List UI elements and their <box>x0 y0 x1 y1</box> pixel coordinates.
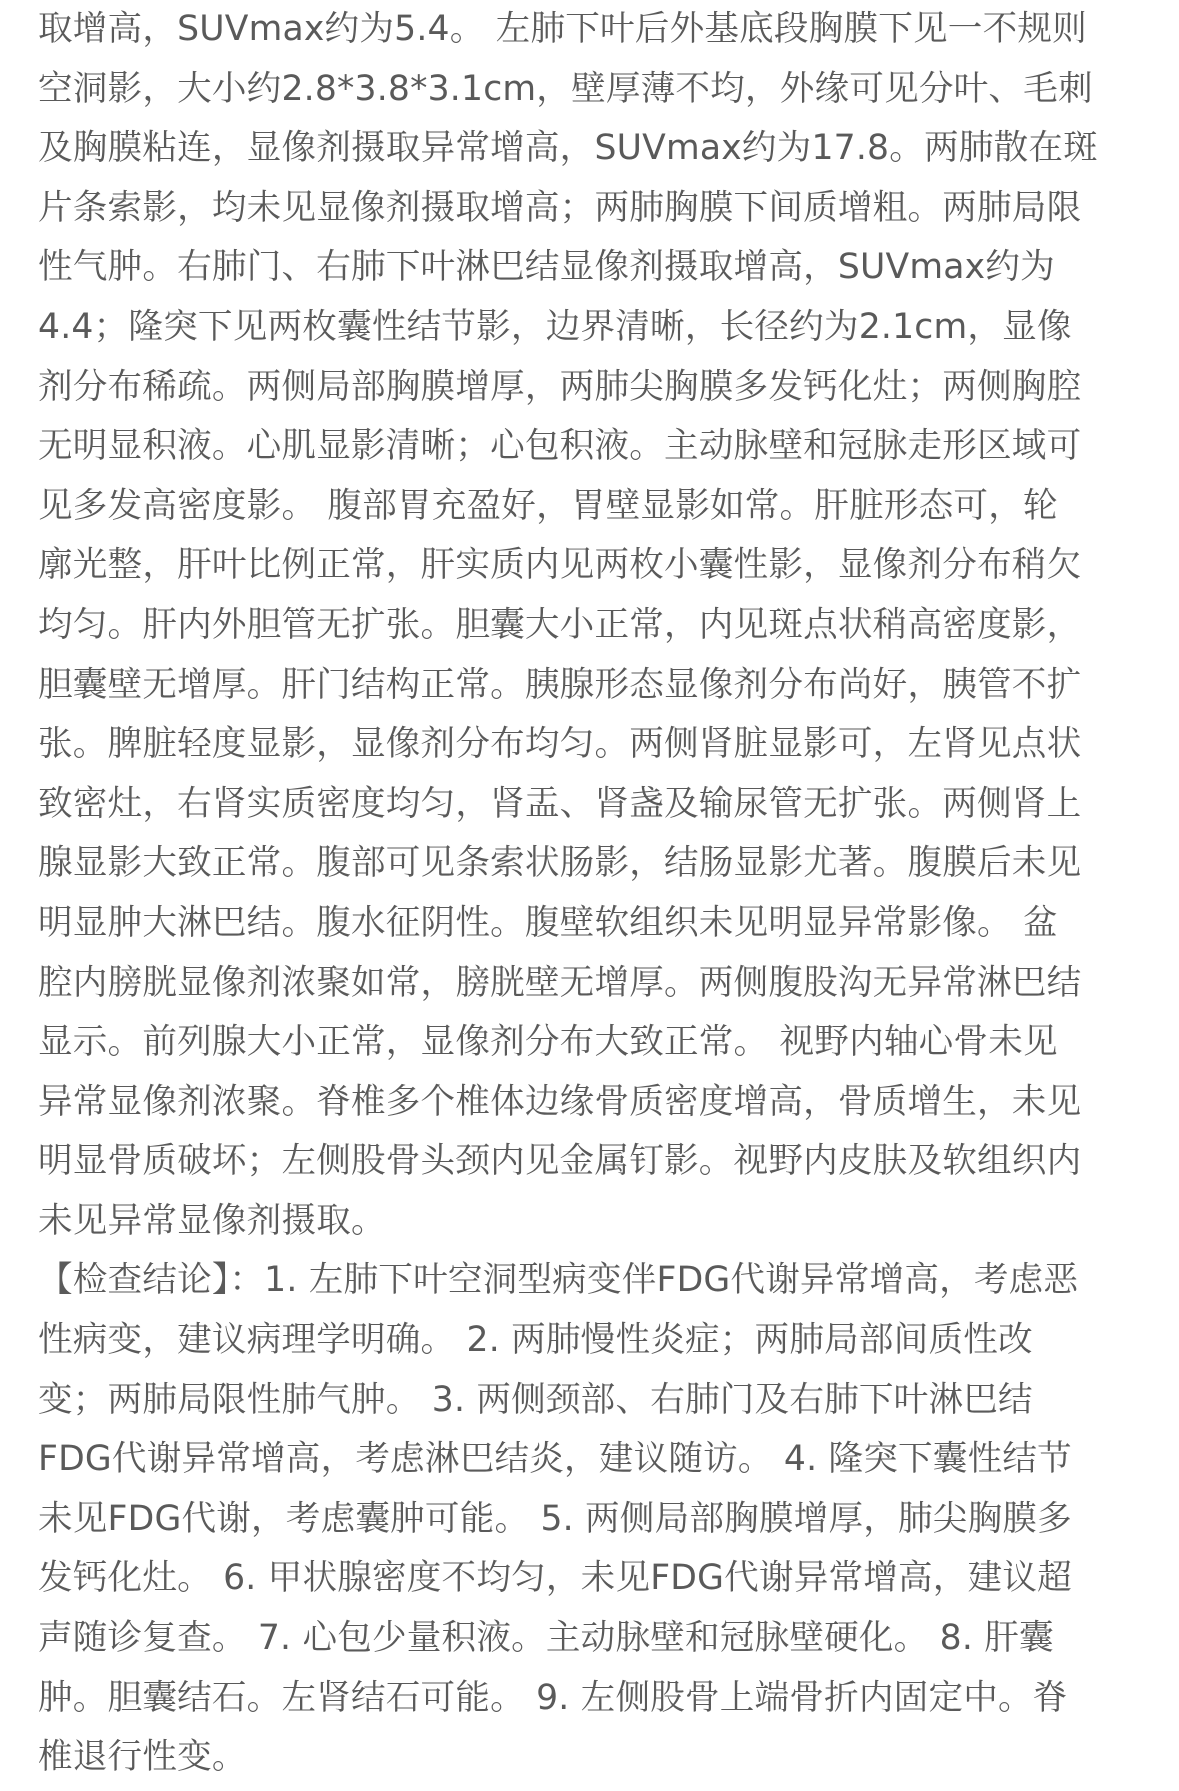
findings-text-line: 张。脾脏轻度显影，显像剂分布均匀。两侧肾脏显影可，左肾见点状 <box>38 724 1082 765</box>
findings-text-line: 均匀。肝内外胆管无扩张。胆囊大小正常，内见斑点状稍高密度影， <box>38 604 1082 645</box>
findings-text-line: 显示。前列腺大小正常，显像剂分布大致正常。 视野内轴心骨未见 <box>38 1022 1058 1063</box>
findings-text-line: 取增高，SUVmax约为5.4。 左肺下叶后外基底段胸膜下见一不规则 <box>38 9 1087 49</box>
findings-text-line: 明显骨质破坏；左侧股骨头颈内见金属钉影。视野内皮肤及软组织内 <box>38 1141 1082 1182</box>
findings-text-line: 剂分布稀疏。两侧局部胸膜增厚，两肺尖胸膜多发钙化灶；两侧胸腔 <box>38 366 1082 407</box>
findings-text-line: 及胸膜粘连，显像剂摄取异常增高，SUVmax约为17.8。两肺散在斑 <box>38 128 1098 169</box>
findings-text-line: 廓光整，肝叶比例正常，肝实质内见两枚小囊性影，显像剂分布稍欠 <box>38 545 1082 586</box>
findings-text-line: 未见异常显像剂摄取。 <box>38 1200 386 1241</box>
findings-text-line: 见多发高密度影。 腹部胃充盈好，胃壁显影如常。肝脏形态可，轮 <box>38 485 1058 526</box>
conclusion-text-line: 肿。胆囊结石。左肾结石可能。 9. 左侧股骨上端骨折内固定中。脊 <box>38 1677 1068 1718</box>
findings-text-line: 腺显影大致正常。腹部可见条索状肠影，结肠显影尤著。腹膜后未见 <box>38 843 1082 884</box>
conclusion-text-line: 未见FDG代谢，考虑囊肿可能。 5. 两侧局部胸膜增厚，肺尖胸膜多 <box>38 1498 1072 1539</box>
findings-text-line: 腔内膀胱显像剂浓聚如常，膀胱壁无增厚。两侧腹股沟无异常淋巴结 <box>38 962 1082 1003</box>
conclusion-text-line: 变；两肺局限性肺气肿。 3. 两侧颈部、右肺门及右肺下叶淋巴结 <box>38 1379 1033 1420</box>
conclusion-text-line: 性病变，建议病理学明确。 2. 两肺慢性炎症；两肺局部间质性改 <box>38 1320 1033 1361</box>
conclusion-text-line: 椎退行性变。 <box>38 1737 247 1778</box>
findings-text-line: 胆囊壁无增厚。肝门结构正常。胰腺形态显像剂分布尚好，胰管不扩 <box>38 664 1082 705</box>
conclusion-text-line: FDG代谢异常增高，考虑淋巴结炎，建议随访。 4. 隆突下囊性结节 <box>38 1439 1072 1480</box>
findings-text-line: 无明显积液。心肌显影清晰；心包积液。主动脉壁和冠脉走形区域可 <box>38 426 1082 467</box>
findings-text-line: 空洞影，大小约2.8*3.8*3.1cm，壁厚薄不均，外缘可见分叶、毛刺 <box>38 68 1093 109</box>
findings-text-line: 致密灶，右肾实质密度均匀，肾盂、肾盏及输尿管无扩张。两侧肾上 <box>38 783 1082 824</box>
conclusion-text-line: 发钙化灶。 6. 甲状腺密度不均匀，未见FDG代谢异常增高，建议超 <box>38 1558 1072 1599</box>
conclusion-text-line: 声随诊复查。 7. 心包少量积液。主动脉壁和冠脉壁硬化。 8. 肝囊 <box>38 1618 1054 1659</box>
findings-text-line: 性气肿。右肺门、右肺下叶淋巴结显像剂摄取增高，SUVmax约为 <box>38 247 1055 288</box>
findings-text-line: 片条索影，均未见显像剂摄取增高；两肺胸膜下间质增粗。两肺局限 <box>38 187 1082 228</box>
findings-text-line: 4.4；隆突下见两枚囊性结节影，边界清晰，长径约为2.1cm，显像 <box>38 306 1072 347</box>
conclusion-text-line: 【检查结论】：1. 左肺下叶空洞型病变伴FDG代谢异常增高，考虑恶 <box>38 1260 1079 1301</box>
findings-text-line: 明显肿大淋巴结。腹水征阴性。腹壁软组织未见明显异常影像。 盆 <box>38 902 1058 943</box>
findings-text-line: 异常显像剂浓聚。脊椎多个椎体边缘骨质密度增高，骨质增生，未见 <box>38 1081 1082 1122</box>
report-text <box>38 0 1158 1788</box>
